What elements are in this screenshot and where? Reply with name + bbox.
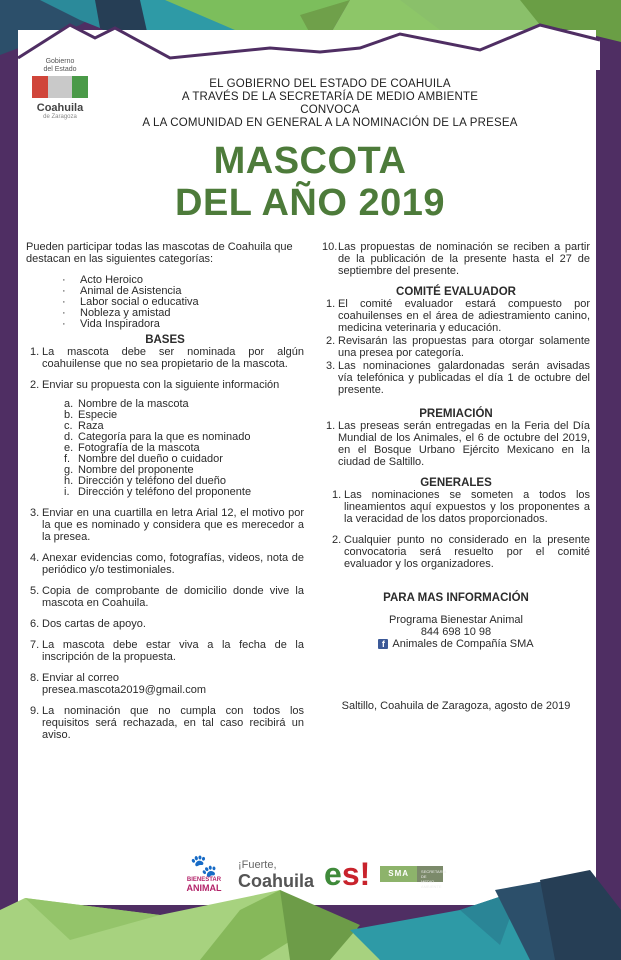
header-line: CONVOCA	[300, 104, 360, 116]
item-number: 3.	[30, 507, 40, 519]
item-text: Las preseas serán entregadas en la Feria del Día Mundial de los Animales, el 6 de octubre del 2019, en el Bosque Urbano Ejército Mexicano en la ciudad de Saltillo.	[338, 420, 590, 468]
sub-text: Especie	[78, 409, 118, 421]
sub-letter: g.	[64, 464, 74, 476]
generales-title: GENERALES	[420, 477, 492, 489]
sub-text: Dirección y teléfono del proponente	[78, 486, 252, 498]
bases-item	[26, 618, 304, 630]
logo-coahuila-text: Coahuila	[36, 102, 84, 114]
comite-title: COMITÉ EVALUADOR	[396, 286, 516, 298]
intro-text: Pueden participar todas las mascotas de Coahuila que destacan en las siguientes categorías:	[26, 241, 293, 265]
category-item: · Labor social o educativa	[62, 297, 304, 308]
convocatoria-header	[120, 78, 540, 130]
facebook-icon: f	[378, 639, 388, 649]
facebook-link[interactable]	[378, 638, 533, 650]
logo-gobierno-text: Gobierno	[45, 58, 75, 65]
categories-list	[62, 275, 304, 330]
header-line: A TRAVÉS DE LA SECRETARÍA DE MEDIO AMBIENTE	[181, 91, 479, 103]
es-s: s!	[341, 856, 371, 892]
premiacion-list	[322, 420, 590, 468]
info-title: PARA MAS INFORMACIÓN	[383, 592, 529, 604]
sub-letter: h.	[64, 475, 74, 487]
item-text: Las nominaciones se someten a todos los lineamientos aquí expuestos y los proponentes a la veracidad de los datos proporcionados.	[344, 489, 590, 525]
item-number: 1.	[326, 298, 336, 310]
fuerte-text: ¡Fuerte,	[238, 859, 277, 871]
place-date: Saltillo, Coahuila de Zaragoza, agosto de 2019	[341, 700, 571, 712]
right-column	[322, 241, 590, 712]
premiacion-item	[322, 420, 590, 468]
item-number: 10.	[322, 241, 338, 253]
bases-item	[26, 507, 304, 543]
paw-icon: 🐾	[190, 853, 218, 878]
item-number: 1.	[326, 420, 336, 432]
sub-letter: e.	[64, 442, 74, 454]
bases-item	[26, 585, 304, 609]
item-text: Cualquier punto no considerado en la presente convocatoria será resuelto por el comité evaluador y los organizadores.	[344, 534, 590, 570]
sub-letter: a.	[64, 398, 74, 410]
category-item: · Acto Heroico	[62, 275, 304, 286]
bases-item	[322, 241, 590, 277]
item-text: Enviar su propuesta con la siguiente información	[42, 379, 280, 391]
left-column	[26, 241, 304, 750]
comite-item	[322, 360, 590, 396]
item-number: 2.	[30, 379, 40, 391]
category-item: · Nobleza y amistad	[62, 308, 304, 319]
animal-text: ANIMAL	[186, 883, 222, 893]
item-text: El comité evaluador estará compuesto por coahuilenses en el área de adiestramiento canino, medicina veterinaria y educación.	[338, 298, 590, 334]
item-number: 7.	[30, 639, 40, 651]
page-title	[100, 140, 520, 224]
coahuila-text: Coahuila	[238, 871, 315, 891]
sub-letter: d.	[64, 431, 74, 443]
item-text: Las propuestas de nominación se reciben a partir de la publicación de la presente hasta el 27 de septiembre del presente.	[338, 241, 590, 277]
bases-item	[26, 346, 304, 370]
item-number: 5.	[30, 585, 40, 597]
bases-list-continued	[322, 241, 590, 277]
item-number: 2.	[326, 335, 336, 347]
program-name: Programa Bienestar Animal	[389, 614, 523, 626]
sub-text: Fotografía de la mascota	[78, 442, 200, 454]
logo-estado-text: del Estado	[43, 66, 77, 73]
generales-item	[328, 534, 590, 570]
bases-item	[26, 639, 304, 663]
sma-text: SMA	[380, 866, 417, 882]
sub-letter: f.	[64, 453, 71, 465]
item-number: 8.	[30, 672, 40, 684]
gobierno-coahuila-logo	[26, 58, 94, 120]
coat-of-arms-icon	[26, 76, 94, 100]
item-text: Revisarán las propuestas para otorgar solamente una presea por categoría.	[338, 335, 590, 359]
item-text: La mascota debe estar viva a la fecha de la inscripción de la propuesta.	[42, 639, 304, 663]
bases-item	[26, 672, 304, 696]
category-item: · Animal de Asistencia	[62, 286, 304, 297]
item-text: Copia de comprobante de domicilio donde vive la mascota en Coahuila.	[42, 585, 304, 609]
decorative-bottom-banner	[0, 850, 621, 960]
bases-item	[26, 705, 304, 741]
title-line-2: DEL AÑO 2019	[175, 182, 445, 224]
generales-list	[328, 489, 590, 570]
bases-item	[26, 552, 304, 576]
title-line-1: MASCOTA	[213, 140, 407, 182]
sub-letter: i.	[64, 486, 70, 498]
info-sublist	[64, 399, 304, 498]
bases-title: BASES	[145, 334, 185, 346]
item-number: 9.	[30, 705, 40, 717]
sub-text: Dirección y teléfono del dueño	[78, 475, 226, 487]
comite-list	[322, 298, 590, 396]
item-text: Enviar al correo	[42, 672, 120, 684]
info-subitem	[64, 487, 304, 498]
sub-letter: b.	[64, 409, 74, 421]
sub-letter: c.	[64, 420, 73, 432]
item-number: 1.	[30, 346, 40, 358]
item-text: La nominación que no cumpla con todos los requisitos será rechazada, en tal caso recibirá un aviso.	[42, 705, 304, 741]
bienestar-text: BIENESTAR	[186, 877, 222, 883]
sub-text: Nombre de la mascota	[78, 398, 189, 410]
item-text: Dos cartas de apoyo.	[42, 618, 146, 630]
contact-info	[322, 592, 590, 650]
header-line: A LA COMUNIDAD EN GENERAL A LA NOMINACIÓN DE LA PRESEA	[142, 117, 518, 129]
generales-item	[328, 489, 590, 525]
sub-text: Nombre del dueño o cuidador	[78, 453, 223, 465]
sub-text: Nombre del proponente	[78, 464, 194, 476]
es-e: e	[324, 856, 342, 892]
item-number: 2.	[332, 534, 342, 546]
sub-text: Categoría para la que es nominado	[78, 431, 251, 443]
bases-item	[26, 379, 304, 498]
logo-zaragoza-text: de Zaragoza	[43, 114, 77, 120]
item-number: 3.	[326, 360, 336, 372]
email-link[interactable]: presea.mascota2019@gmail.com	[42, 684, 207, 696]
sub-text: Raza	[78, 420, 104, 432]
item-text: Anexar evidencias como, fotografías, videos, nota de periódico y/o testimoniales.	[42, 552, 304, 576]
header-line: EL GOBIERNO DEL ESTADO DE COAHUILA	[209, 78, 451, 90]
comite-item	[322, 298, 590, 334]
comite-item	[322, 335, 590, 359]
item-number: 4.	[30, 552, 40, 564]
bases-list	[26, 346, 304, 741]
phone-number[interactable]: 844 698 10 98	[420, 626, 492, 638]
item-number: 6.	[30, 618, 40, 630]
item-text: Enviar en una cuartilla en letra Arial 12, el motivo por la que es nominado y considera que es merecedor a la presea.	[42, 507, 304, 543]
facebook-page-name: Animales de Compañía SMA	[392, 638, 534, 650]
sma-subtext: SECRETARÍA DE MEDIO AMBIENTE	[417, 866, 443, 882]
item-text: Las nominaciones galardonadas serán avisadas vía telefónica y publicadas el día 1 de octubre del presente.	[338, 360, 590, 396]
category-item: · Vida Inspiradora	[62, 319, 304, 330]
item-number: 1.	[332, 489, 342, 501]
premiacion-title: PREMIACIÓN	[419, 408, 493, 420]
item-text: La mascota debe ser nominada por algún coahuilense que no sea propietario de la mascota.	[42, 346, 304, 370]
